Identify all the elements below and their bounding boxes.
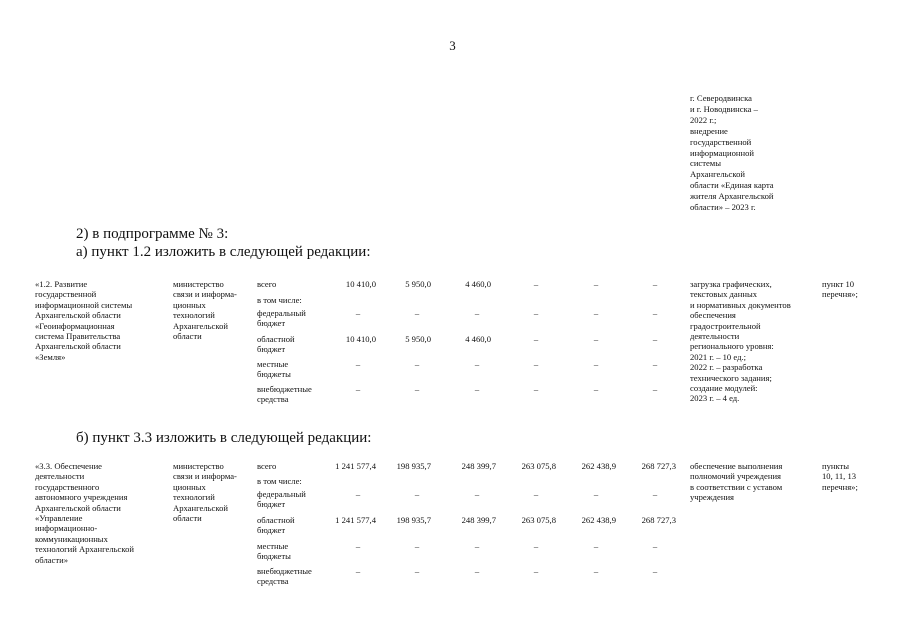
amount-cell: 4 460,0: [465, 334, 491, 344]
text-line: средства: [257, 576, 289, 587]
text-line: 2021 г. – 10 ед.;: [690, 351, 746, 362]
heading-item-1-2: а) пункт 1.2 изложить в следующей редакции:: [76, 244, 371, 260]
dash-cell: –: [474, 308, 480, 318]
text-line: и г. Новодвинска –: [690, 103, 758, 114]
text-line: областной: [257, 515, 295, 525]
text-line: в соответствии с уставом: [690, 481, 783, 492]
amount-cell: 248 399,7: [461, 461, 496, 471]
text-line: технологий: [173, 310, 215, 321]
text-line: жителя Архангельской: [690, 191, 774, 202]
dash-cell: –: [474, 489, 480, 499]
text-line: внебюджетные: [257, 566, 312, 576]
source-regional: [257, 334, 295, 355]
text-line: 2022 г. – разработка: [690, 362, 763, 373]
reference-cell: [822, 279, 858, 300]
dash-cell: –: [414, 489, 420, 499]
text-line: 10, 11, 13: [822, 471, 857, 482]
dash-cell: –: [593, 566, 599, 576]
dash-cell: –: [533, 334, 539, 344]
text-line: ционных: [173, 481, 206, 492]
amount-cell: 1 241 577,4: [335, 515, 376, 525]
source-total: [257, 461, 276, 471]
executor-cell: [173, 461, 237, 523]
dash-cell: –: [474, 359, 480, 369]
dash-cell: –: [355, 541, 361, 551]
text-line: деятельности: [35, 471, 85, 482]
text-line: пункты: [822, 461, 850, 471]
text-line: внедрение: [690, 125, 728, 136]
dash-cell: –: [355, 384, 361, 394]
dash-cell: –: [414, 566, 420, 576]
dash-cell: –: [652, 334, 658, 344]
source-federal: [257, 308, 306, 329]
dash-cell: –: [593, 308, 599, 318]
text-line: и нормативных документов: [690, 299, 791, 310]
dash-cell: –: [474, 541, 480, 551]
text-line: автономного учреждения: [35, 492, 128, 503]
text-line: связи и информа-: [173, 471, 237, 482]
dash-cell: –: [414, 308, 420, 318]
text-line: информационной: [690, 147, 755, 158]
text-line: информационной системы: [35, 299, 133, 310]
row-name-cell: [35, 461, 134, 565]
text-line: текстовых данных: [690, 289, 758, 300]
dash-cell: –: [652, 279, 658, 289]
dash-cell: –: [593, 489, 599, 499]
text-line: областной: [257, 334, 295, 344]
amount-cell: 5 950,0: [405, 279, 431, 289]
text-line: полномочий учреждения: [690, 471, 781, 482]
text-line: в том числе:: [257, 476, 302, 486]
text-line: градостроительной: [690, 320, 761, 331]
amount-cell: 268 727,3: [641, 515, 676, 525]
dash-cell: –: [533, 541, 539, 551]
text-line: системы: [690, 158, 722, 169]
source-federal: [257, 489, 306, 510]
text-line: 2022 г.;: [690, 114, 717, 125]
dash-cell: –: [652, 489, 658, 499]
amount-cell: 263 075,8: [521, 515, 556, 525]
heading-subprogram: 2) в подпрограмме № 3:: [76, 226, 229, 242]
text-line: Архангельской: [690, 169, 745, 180]
dash-cell: –: [533, 359, 539, 369]
amount-cell: 5 950,0: [405, 334, 431, 344]
text-line: деятельности: [690, 331, 740, 342]
dash-cell: –: [652, 384, 658, 394]
amount-cell: 198 935,7: [396, 461, 431, 471]
source-extrabudget: [257, 384, 312, 405]
text-line: информационно-: [35, 523, 98, 534]
result-cell: [690, 279, 791, 404]
dash-cell: –: [652, 541, 658, 551]
text-line: всего: [257, 279, 277, 289]
dash-cell: –: [355, 308, 361, 318]
text-line: государственной: [690, 136, 752, 147]
text-line: Архангельской: [173, 502, 228, 513]
text-line: технологий: [173, 492, 215, 503]
text-line: «Геоинформационная: [35, 320, 115, 331]
dash-cell: –: [355, 566, 361, 576]
text-line: государственного: [35, 481, 100, 492]
text-line: ционных: [173, 299, 206, 310]
text-line: министерство: [173, 279, 224, 289]
text-line: коммуникационных: [35, 533, 108, 544]
text-line: учреждения: [690, 492, 735, 503]
text-line: «Земля»: [35, 351, 66, 362]
text-line: средства: [257, 394, 289, 405]
amount-cell: 10 410,0: [345, 334, 376, 344]
dash-cell: –: [414, 541, 420, 551]
source-extrabudget: [257, 566, 312, 587]
text-line: Архангельской области: [35, 502, 121, 513]
amount-cell: 4 460,0: [465, 279, 491, 289]
dash-cell: –: [652, 566, 658, 576]
text-line: федеральный: [257, 308, 306, 318]
executor-cell: [173, 279, 237, 341]
text-line: связи и информа-: [173, 289, 237, 300]
text-line: области «Единая карта: [690, 180, 774, 191]
text-line: г. Северодвинска: [690, 93, 752, 103]
dash-cell: –: [593, 334, 599, 344]
dash-cell: –: [474, 566, 480, 576]
text-line: технического задания;: [690, 372, 772, 383]
source-local: [257, 541, 291, 562]
text-line: создание модулей:: [690, 383, 758, 394]
text-line: бюджет: [257, 525, 286, 536]
text-line: перечня»;: [822, 289, 858, 300]
dash-cell: –: [355, 489, 361, 499]
amount-cell: 10 410,0: [345, 279, 376, 289]
dash-cell: –: [533, 384, 539, 394]
text-line: в том числе:: [257, 295, 302, 305]
text-line: Архангельской области: [35, 310, 121, 321]
text-line: области: [173, 513, 202, 524]
amount-cell: 1 241 577,4: [335, 461, 376, 471]
text-line: бюджет: [257, 318, 286, 329]
text-line: министерство: [173, 461, 224, 471]
text-line: обеспечение выполнения: [690, 461, 783, 471]
text-line: бюджет: [257, 499, 286, 510]
dash-cell: –: [593, 541, 599, 551]
text-line: загрузка графических,: [690, 279, 772, 289]
text-line: государственной: [35, 289, 97, 300]
continuation-text: [690, 93, 830, 213]
dash-cell: –: [355, 359, 361, 369]
dash-cell: –: [414, 359, 420, 369]
dash-cell: –: [593, 279, 599, 289]
dash-cell: –: [533, 279, 539, 289]
text-line: регионального уровня:: [690, 341, 774, 352]
dash-cell: –: [593, 359, 599, 369]
text-line: технологий Архангельской: [35, 544, 134, 555]
amount-cell: 248 399,7: [461, 515, 496, 525]
source-including: [257, 476, 302, 486]
source-local: [257, 359, 291, 380]
text-line: система Правительства: [35, 331, 121, 342]
text-line: пункт 10: [822, 279, 855, 289]
text-line: области» – 2023 г.: [690, 202, 756, 213]
dash-cell: –: [533, 489, 539, 499]
text-line: федеральный: [257, 489, 306, 499]
text-line: «Управление: [35, 513, 83, 524]
text-line: местные: [257, 541, 289, 551]
text-line: перечня»;: [822, 481, 858, 492]
dash-cell: –: [414, 384, 420, 394]
text-line: всего: [257, 461, 277, 471]
dash-cell: –: [593, 384, 599, 394]
amount-cell: 263 075,8: [521, 461, 556, 471]
text-line: бюджеты: [257, 551, 291, 562]
text-line: бюджет: [257, 344, 286, 355]
source-regional: [257, 515, 295, 536]
amount-cell: 262 438,9: [581, 461, 616, 471]
dash-cell: –: [474, 384, 480, 394]
heading-item-3-3: б) пункт 3.3 изложить в следующей редакции:: [76, 430, 372, 446]
result-cell: [690, 461, 782, 503]
row-name-cell: [35, 279, 132, 362]
source-total: [257, 279, 276, 289]
text-line: местные: [257, 359, 289, 369]
amount-cell: 262 438,9: [581, 515, 616, 525]
dash-cell: –: [652, 359, 658, 369]
source-including: [257, 295, 302, 305]
amount-cell: 268 727,3: [641, 461, 676, 471]
dash-cell: –: [652, 308, 658, 318]
text-line: внебюджетные: [257, 384, 312, 394]
text-line: «3.3. Обеспечение: [35, 461, 102, 471]
text-line: «1.2. Развитие: [35, 279, 88, 289]
dash-cell: –: [533, 308, 539, 318]
text-line: 2023 г. – 4 ед.: [690, 393, 740, 404]
dash-cell: –: [533, 566, 539, 576]
text-line: области: [173, 331, 202, 342]
reference-cell: [822, 461, 858, 492]
text-line: Архангельской области: [35, 341, 121, 352]
text-line: бюджеты: [257, 369, 291, 380]
amount-cell: 198 935,7: [396, 515, 431, 525]
text-line: области»: [35, 554, 69, 565]
text-line: Архангельской: [173, 320, 228, 331]
page-number: 3: [449, 38, 456, 53]
text-line: обеспечения: [690, 310, 736, 321]
